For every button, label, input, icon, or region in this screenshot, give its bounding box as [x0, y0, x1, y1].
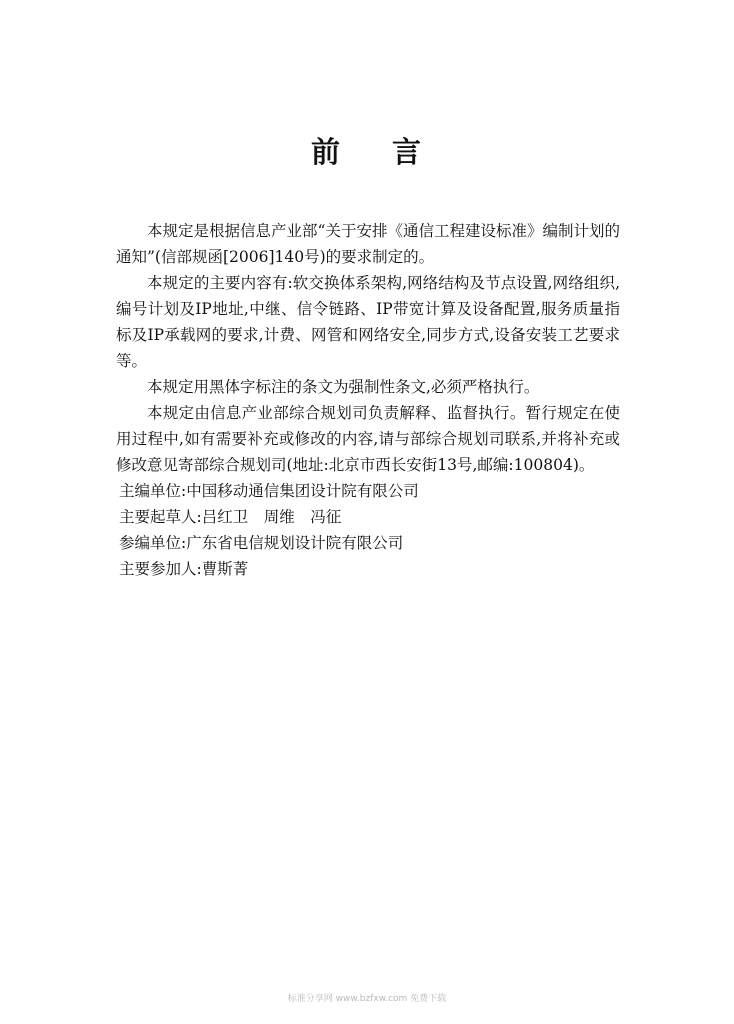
title-char-1: 前 — [310, 135, 342, 169]
preface-body — [116, 218, 620, 582]
main-drafters: 主要起草人:吕红卫 周维 冯征 — [119, 508, 342, 526]
watermark-footer: 标准分享网 www.bzfxw.com 免费下载 — [287, 994, 447, 1004]
paragraph-2: 本规定的主要内容有:软交换体系架构,网络结构及节点设置,网络组织,编号计划及IP地址,中继、信令链路、IP带宽计算及设备配置,服务质量指标及IP承载网的要求,计费、网管和网络安全,同步方式,设备安装工艺要求等。 — [116, 274, 620, 370]
main-participants: 主要参加人:曹斯菁 — [119, 560, 249, 578]
paragraph-1: 本规定是根据信息产业部“关于安排《通信工程建设标准》编制计划的通知”(信部规函[2006]140号)的要求制定的。 — [116, 222, 620, 266]
paragraph-4: 本规定由信息产业部综合规划司负责解释、监督执行。暂行规定在使用过程中,如有需要补充或修改的内容,请与部综合规划司联系,并将补充或修改意见寄部综合规划司(地址:北京市西长安街13号,邮编:100804)。 — [116, 404, 620, 474]
title-char-2: 言 — [392, 135, 424, 169]
chief-editor-unit: 主编单位:中国移动通信集团设计院有限公司 — [119, 482, 419, 500]
credits-block — [116, 478, 620, 582]
page-title — [0, 130, 734, 171]
participating-unit: 参编单位:广东省电信规划设计院有限公司 — [119, 534, 404, 552]
paragraph-3: 本规定用黑体字标注的条文为强制性条文,必须严格执行。 — [147, 378, 540, 396]
